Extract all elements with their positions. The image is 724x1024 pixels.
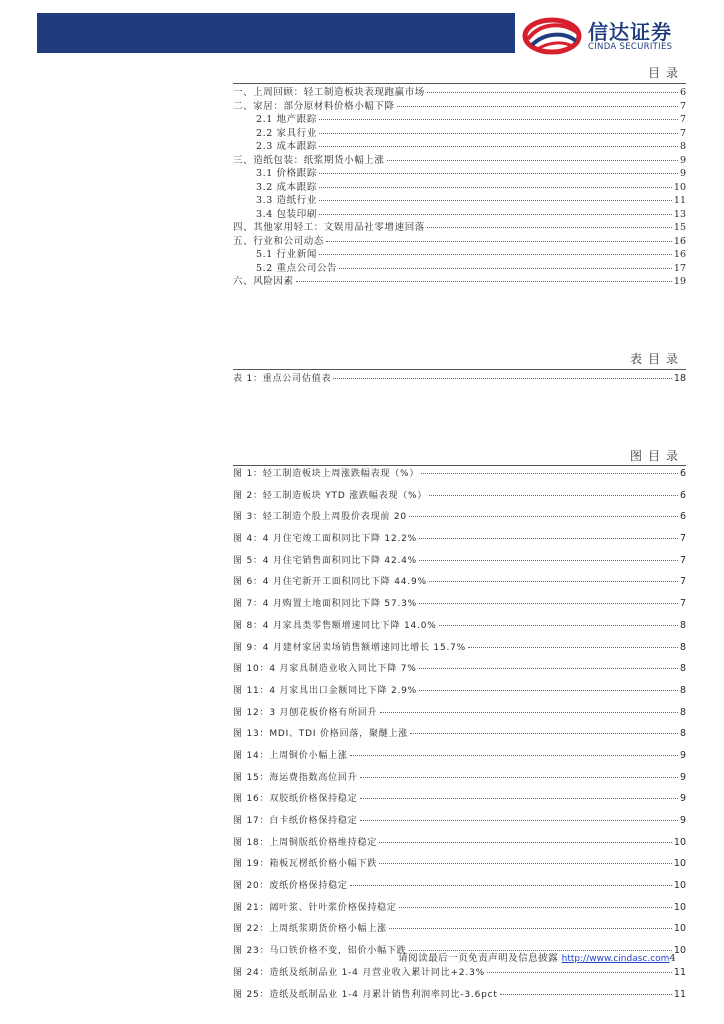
figure-entry-page: 10 (673, 880, 686, 892)
figure-entry-text: 图 15：海运费指数高位回升 (233, 772, 358, 783)
dot-leader (379, 863, 672, 864)
dot-leader (319, 119, 678, 120)
figure-entry-text: 图 25：造纸及纸制品业 1-4 月累计销售利润率同比-3.6pct (233, 989, 498, 1000)
figure-entry-text: 图 20：废纸价格保持稳定 (233, 881, 348, 892)
dot-leader (360, 777, 678, 778)
figure-entry[interactable] (233, 553, 686, 575)
figure-entry-page: 8 (679, 641, 686, 653)
figure-entry-text: 图 1：轻工制造板块上周涨跌幅表现（%） (233, 469, 420, 479)
toc-entry-page: 11 (673, 195, 686, 206)
figure-entry[interactable] (233, 965, 686, 987)
dot-leader (419, 603, 678, 604)
table-list-rule (233, 369, 686, 370)
figure-entry[interactable] (233, 835, 686, 857)
page-number: 4 (669, 953, 676, 964)
figure-entry[interactable] (233, 705, 686, 727)
figure-entry-page: 9 (679, 749, 686, 761)
table-entry[interactable] (233, 371, 686, 393)
figure-entry-text: 图 4：4 月住宅竣工面积同比下降 12.2% (233, 534, 418, 545)
dot-leader (296, 281, 672, 282)
figure-entry[interactable] (233, 878, 686, 900)
toc-title: 目录 (647, 66, 684, 80)
brand-name-en: CINDA SECURITIES (588, 42, 673, 52)
figure-entry-page: 6 (679, 511, 686, 523)
figure-entry[interactable] (233, 488, 686, 510)
toc-entry-text: 2.2 家具行业 (256, 127, 317, 139)
toc-entry[interactable] (233, 98, 686, 112)
figure-entry-text: 图 2：轻工制造板块 YTD 涨跌幅表现（%） (233, 490, 428, 501)
figure-entry-page: 7 (679, 576, 686, 588)
toc-entry-text: 3.3 造纸行业 (256, 195, 317, 206)
toc-entry-text: 3.4 包装印刷 (256, 208, 317, 220)
toc-entry-text: 3.2 成本跟踪 (256, 181, 317, 193)
dot-leader (397, 106, 678, 107)
dot-leader (419, 668, 678, 669)
figure-entry[interactable] (233, 574, 686, 596)
figure-entry[interactable] (233, 813, 686, 835)
figure-entry-text: 图 22：上周纸浆期货价格小幅上涨 (233, 924, 387, 935)
dot-leader (319, 173, 678, 174)
toc-entry[interactable] (233, 219, 686, 233)
dot-leader (389, 928, 672, 929)
dot-leader (409, 516, 678, 517)
figure-entry[interactable] (233, 509, 686, 531)
figure-entry-page: 10 (673, 901, 686, 913)
website-link[interactable]: http://www.cindasc.com (561, 954, 670, 964)
brand-name-cn: 信达证券 (588, 20, 672, 44)
toc-entry-text: 一、上周回顾：轻工制造板块表现跑赢市场 (233, 87, 425, 98)
toc-entry-text: 三、造纸包装：纸浆期货小幅上涨 (233, 154, 385, 166)
figure-entry-page: 8 (679, 706, 686, 718)
figure-entry-text: 图 8：4 月家具类零售额增速同比下降 14.0% (233, 620, 437, 631)
figure-entry-text: 图 16：双胶纸价格保持稳定 (233, 794, 358, 805)
toc-entry-page: 7 (679, 114, 686, 125)
toc-entry[interactable] (233, 233, 686, 247)
dot-leader (319, 187, 672, 188)
toc-entry[interactable] (233, 192, 686, 206)
figure-entry-text: 图 10：4 月家具制造业收入同比下降 7% (233, 664, 417, 675)
figure-entry-page: 8 (679, 663, 686, 675)
dot-leader (421, 473, 678, 474)
disclaimer-note: 请阅读最后一页免责声明及信息披露 (398, 953, 559, 964)
figure-entry-text: 图 17：白卡纸价格保持稳定 (233, 816, 358, 826)
toc-entry[interactable] (233, 206, 686, 220)
figure-entry-text: 图 6：4 月住宅新开工面积同比下降 44.9% (233, 577, 427, 588)
figure-entry-page: 10 (673, 858, 686, 870)
toc-entry-page: 16 (673, 235, 686, 247)
dot-leader (350, 755, 678, 756)
figure-entry-page: 9 (679, 793, 686, 805)
dot-leader (427, 227, 672, 228)
toc-entry-page: 13 (673, 208, 686, 220)
dot-leader (429, 495, 678, 496)
figure-entry-text: 图 7：4 月购置土地面积同比下降 57.3% (233, 599, 418, 610)
table-entry-text: 表 1：重点公司估值表 (233, 374, 332, 384)
figure-entry[interactable] (233, 661, 686, 683)
dot-leader (487, 972, 672, 973)
figure-entry-text: 图 13：MDI、TDI 价格回落，聚醚上涨 (233, 729, 409, 740)
dot-leader (319, 200, 672, 201)
toc-entry-text: 四、其他家用轻工：文娱用品社零增速回落 (233, 222, 425, 233)
figure-entry[interactable] (233, 640, 686, 662)
figure-entry-page: 11 (673, 966, 686, 978)
figure-entry-text: 图 24：造纸及纸制品业 1-4 月营业收入累计同比+2.3% (233, 967, 485, 978)
toc-entry[interactable] (233, 111, 686, 125)
toc-entry[interactable] (233, 84, 686, 98)
figure-entry[interactable] (233, 531, 686, 553)
toc-entry[interactable] (233, 138, 686, 152)
figure-entry-text: 图 12：3 月刨花板价格有所回升 (233, 707, 378, 718)
toc-entry-page: 9 (679, 154, 686, 166)
figure-entry-page: 7 (679, 554, 686, 566)
toc-entry-text: 5.2 重点公司公告 (256, 262, 338, 274)
dot-leader (319, 214, 672, 215)
figure-entry-page: 9 (679, 771, 686, 783)
figure-entry-page: 8 (679, 619, 686, 631)
dot-leader (399, 907, 672, 908)
figure-entry-text: 图 18：上周铜版纸价格维持稳定 (233, 837, 378, 848)
page-footer (398, 950, 676, 964)
toc-entry-text: 2.1 地产跟踪 (256, 114, 317, 125)
figure-entry-page: 10 (673, 836, 686, 848)
toc-entry[interactable] (233, 152, 686, 166)
table-entry-page: 18 (673, 373, 686, 384)
toc-entry-page: 10 (673, 181, 686, 193)
dot-leader (350, 885, 672, 886)
dot-leader (319, 133, 678, 134)
toc-entry-page: 7 (679, 127, 686, 139)
dot-leader (319, 146, 678, 147)
cinda-logo-icon (522, 13, 584, 57)
figure-entry-page: 8 (679, 684, 686, 696)
dot-leader (410, 733, 678, 734)
figure-entry[interactable] (233, 683, 686, 705)
figure-entry-text: 图 14：上周铜价小幅上涨 (233, 750, 348, 761)
figure-entry-text: 图 23：马口铁价格不变，铝价小幅下跌 (233, 946, 407, 957)
figure-entry[interactable] (233, 748, 686, 770)
dot-leader (380, 712, 678, 713)
figure-entry[interactable] (233, 921, 686, 943)
figure-entry[interactable] (233, 987, 686, 1009)
figure-entry-text: 图 11：4 月家具出口金额同比下降 2.9% (233, 685, 418, 696)
figure-entry-text: 图 21：阔叶浆、针叶浆价格保持稳定 (233, 902, 397, 913)
dot-leader (360, 820, 678, 821)
figure-entry-page: 7 (679, 598, 686, 610)
toc-entry[interactable] (233, 246, 686, 260)
figure-entry-text: 图 19：箱板瓦楞纸价格小幅下跌 (233, 859, 378, 870)
figure-entry[interactable] (233, 466, 686, 488)
toc-entry-page: 15 (673, 222, 686, 233)
figure-list (233, 466, 686, 1008)
figure-entry-text: 图 9：4 月建材家居卖场销售额增速同比增长 15.7% (233, 642, 467, 653)
dot-leader (379, 842, 672, 843)
toc-entry[interactable] (233, 125, 686, 139)
figure-entry-page: 10 (673, 923, 686, 935)
dot-leader (360, 798, 678, 799)
figure-entry[interactable] (233, 900, 686, 922)
figure-entry-page: 6 (679, 489, 686, 501)
toc-entry-page: 16 (673, 249, 686, 260)
figure-entry-page: 6 (679, 468, 686, 479)
toc-entry-text: 五、行业和公司动态 (233, 235, 324, 247)
toc-entry[interactable] (233, 165, 686, 179)
toc-entry-page: 9 (679, 168, 686, 179)
toc-entry-page: 7 (679, 100, 686, 112)
table-list-title: 表目录 (629, 352, 684, 366)
toc-entry[interactable] (233, 260, 686, 274)
toc-entry-text: 3.1 价格跟踪 (256, 168, 317, 179)
figure-entry-page: 7 (679, 533, 686, 545)
figure-entry[interactable] (233, 770, 686, 792)
table-list (233, 371, 686, 393)
figure-entry-page: 10 (673, 945, 686, 957)
dot-leader (326, 241, 672, 242)
figure-list-title: 图目录 (629, 449, 684, 463)
dot-leader (419, 560, 678, 561)
dot-leader (339, 268, 672, 269)
dot-leader (439, 625, 678, 626)
dot-leader (468, 647, 678, 648)
toc-entry-page: 17 (673, 262, 686, 274)
figure-entry-page: 8 (679, 728, 686, 740)
dot-leader (387, 160, 678, 161)
dot-leader (500, 994, 672, 995)
brand-logo (522, 13, 707, 57)
toc-entry[interactable] (233, 179, 686, 193)
toc-entry-text: 二、家居：部分原材料价格小幅下降 (233, 100, 395, 112)
toc-entry-text: 六、风险因素 (233, 276, 294, 287)
header-band (37, 13, 515, 53)
dot-leader (427, 92, 678, 93)
figure-entry-text: 图 5：4 月住宅销售面积同比下降 42.4% (233, 555, 418, 566)
figure-entry-text: 图 3：轻工制造个股上周股价表现前 20 (233, 512, 407, 523)
dot-leader (319, 254, 672, 255)
toc-entry-page: 8 (679, 141, 686, 152)
dot-leader (419, 538, 678, 539)
dot-leader (333, 378, 672, 379)
figure-entry-page: 11 (673, 988, 686, 1000)
toc-list (233, 84, 686, 287)
dot-leader (429, 581, 678, 582)
figure-entry[interactable] (233, 856, 686, 878)
figure-entry[interactable] (233, 726, 686, 748)
dot-leader (419, 690, 678, 691)
figure-entry[interactable] (233, 596, 686, 618)
figure-entry[interactable] (233, 791, 686, 813)
figure-entry-page: 9 (679, 815, 686, 826)
toc-entry-text: 2.3 成本跟踪 (256, 141, 317, 152)
toc-entry-page: 19 (673, 276, 686, 287)
toc-entry-text: 5.1 行业新闻 (256, 249, 317, 260)
toc-entry[interactable] (233, 273, 686, 287)
toc-entry-page: 6 (679, 87, 686, 98)
figure-entry[interactable] (233, 618, 686, 640)
